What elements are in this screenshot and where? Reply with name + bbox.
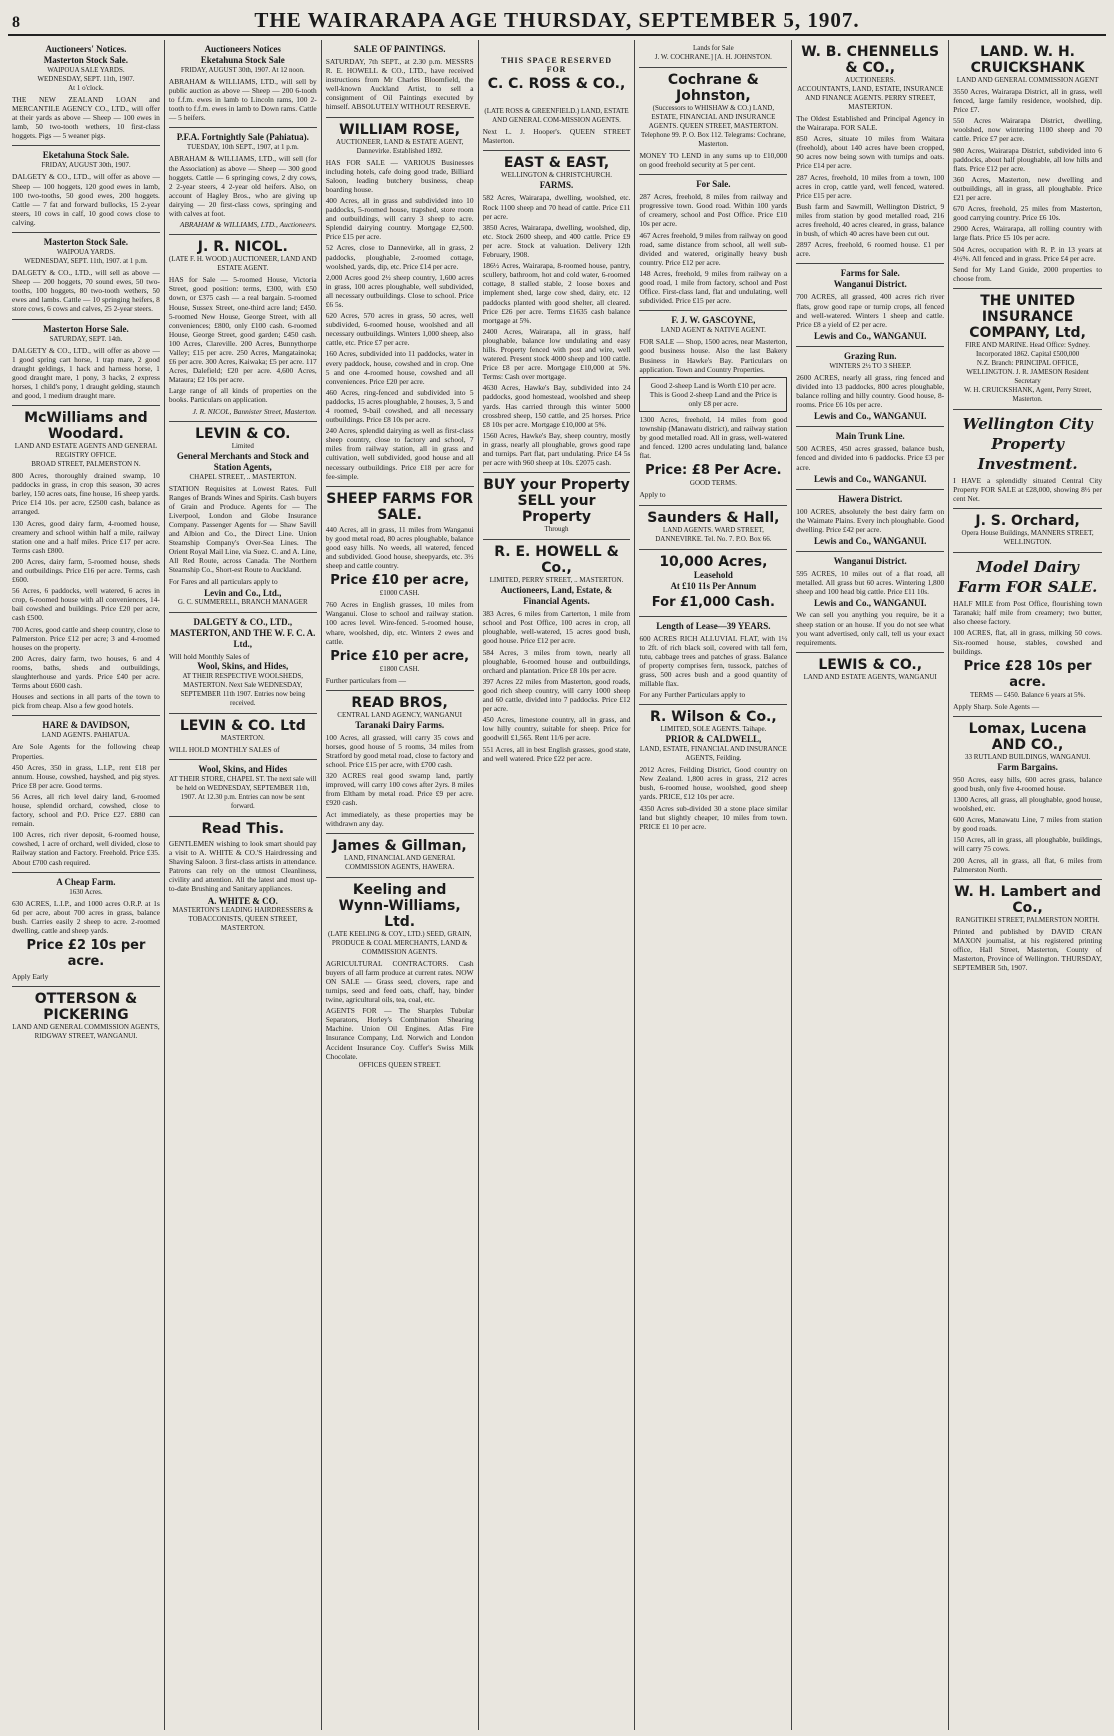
property-listing: 100 Acres, rich river deposit, 6-roomed house, cowshed, 1 acre of orchard, well divided, close to Railway station and Factory. Freehold. Price £35. About £700 cash required. — [12, 830, 160, 867]
advertisement — [326, 487, 474, 691]
agent-name: Lewis and Co., WANGANUI. — [814, 598, 927, 609]
columns — [8, 40, 1106, 1730]
ad-heading: Wool, Skins, and Hides — [198, 763, 288, 774]
ad-subline: TUESDAY, 10th SEPT., 1907, at 1 p.m. — [186, 143, 299, 152]
ad-subline: LAND AGENTS. PAHIATUA. — [41, 731, 130, 740]
ad-title: LEVIN & CO. — [195, 425, 291, 442]
ad-heading: Masterton Stock Sale. — [43, 237, 129, 248]
price-line: Price £10 per acre, — [330, 573, 470, 589]
ad-heading: Grazing Run. — [843, 350, 897, 361]
property-listing: 595 ACRES, 10 miles out of a flat road, all metalled. All grass but 60 acres. Wintering 1,800 sheep and 100 head big cattle. Price £11 10s. — [796, 569, 945, 597]
price-line: Price £2 10s per acre. — [26, 938, 146, 969]
property-listing: 200 Acres, all in grass, all flat, 6 miles from Palmerston North. — [953, 855, 1103, 874]
advertisement — [169, 613, 317, 714]
advertisement — [639, 705, 787, 836]
ad-heading: FARMS. — [539, 180, 574, 191]
reserved-line: C. C. ROSS & CO., — [487, 76, 626, 93]
advertisement — [483, 540, 631, 768]
ad-text: Act immediately, as these properties may be withdrawn any day. — [325, 809, 474, 828]
ad-heading: A Cheap Farm. — [56, 876, 116, 887]
advertisement — [169, 760, 317, 817]
column-4 — [479, 40, 636, 1730]
ad-heading: Wanganui District. — [833, 279, 907, 290]
property-listing: 2897 Acres, freehold, 6 roomed house. £1 per acre. — [796, 240, 945, 259]
ad-subline: Limited — [231, 441, 254, 450]
property-listing: 2900 Acres, Wairarapa, all rolling country with large flats. Price £5 10s per acre. — [953, 224, 1103, 243]
ad-text: ABRAHAM & WILLIAMS, LTD., will sell (for the Association) as above — Sheep — 300 good hoggets. Cattle — 6 springing cows, 2 dry cows, 2 2-year steers, 4 2-year old heifers. Also, on account of Hagley Bros., who are giving up dairying — 20 first-class cows, springing and with calves at foot. — [168, 154, 317, 219]
ad-title: W. B. CHENNELLS & CO., — [801, 44, 940, 76]
ad-subline: (LATE ROSS & GREENFIELD.) LAND, ESTATE AND GENERAL COM-MISSION AGENTS. — [484, 107, 629, 125]
agent-name: Lewis and Co., WANGANUI. — [814, 536, 927, 546]
ad-text: For Fares and all particulars apply to — [168, 576, 278, 586]
ad-text: STATION Requisites at Lowest Rates. Full Ranges of Brands Wines and Spirits. Cash buyers of Grain and Produce. Agents for — The Liverpool, London and Globe Insurance Company. Passenger Agents for — Shaw Savill and Albion and Co., the Direct Line. Union Steamship Company's Over-Sea Lines. The Orient Royal Mail Line, via Suez. C. and A. Line, All Red Route, across Canada. The Northern Steamship Co., Short-est Route to Auckland. — [168, 483, 317, 575]
ad-text: Will hold Monthly Sales of — [168, 651, 250, 661]
ad-title: Saunders & Hall, — [647, 509, 780, 526]
ad-text: Apply Early — [12, 972, 49, 981]
ad-title: Read This. — [201, 820, 285, 837]
advertisement — [796, 40, 944, 264]
ad-subline: (LATE F. H. WOOD.) AUCTIONEER, LAND AND ESTATE AGENT. — [168, 255, 317, 273]
ad-subline: FIRE AND MARINE. Head Office: Sydney. Incorporated 1862. Capital £500,000 — [965, 340, 1090, 358]
property-listing: 670 Acres, freehold, 25 miles from Masterton, good carrying country. Price £6 10s. — [953, 204, 1103, 223]
property-listing: 504 Acres, occupation with R. P. in 13 years at 4½%. All fenced and in grass. Price £4 per acre. — [953, 244, 1103, 263]
ad-heading: At £10 11s Per Annum — [670, 580, 757, 591]
ad-subline: WEDNESDAY, SEPT. 11th, 1907. — [37, 75, 135, 83]
property-listing: 551 Acres, all in best English grasses, good state, and well watered. Price £22 per acre. — [482, 744, 631, 763]
column-6 — [792, 40, 949, 1730]
ad-heading: Wanganui District. — [833, 556, 907, 567]
ad-text: HAS for Sale — 5-roomed House, Victoria Street, good position: terms, £300, with £50 down, or £375 cash — a real bargain. 5-roomed House, Sussex Street, one-third acre land; £450. 5-roomed New House, George Street, with all conveniences; £800, only £100 cash. 6-roomed House, George Street, good garden; £450 cash. 100 Acres, Clareville. 200 Acres, Bunnythorpe Valley; £15 per acre. 250 Acres, Mangatainoka; £6 per acre. 300 Acres, Kaiwaka; £5 per acre. 117 Acres, Dalefield; £20 per acre. 4,600 Acres, Mataura; £2 10s per acre. — [168, 275, 317, 385]
ad-title: LEVIN & CO. Ltd — [179, 717, 306, 734]
property-listing: 240 Acres, splendid dairying as well as first-class sheep country, close to factory and school, 7 miles from railway station, all in grass and cultivation, well subdivided, good house and all necessary outbuildings. Price £18 per acre for fee-simple. — [325, 426, 474, 481]
advertisement — [483, 473, 631, 540]
advertisement — [169, 235, 317, 421]
property-listing: 383 Acres, 6 miles from Carterton, 1 mile from school and Post Office, 100 acres in crop, all ploughable, well-watered, 15 acres good bush, good house. Price £12 per acre. — [482, 609, 631, 646]
property-listing: 287 Acres, freehold, 8 miles from railway and progressive town. Good road. Within 100 yards of creamery, school and Post Office. Price £10 10s per acre. — [639, 192, 788, 229]
ad-subline: TERMS — £450. Balance 6 years at 5%. — [969, 690, 1086, 699]
agent-name: Lewis and Co., WANGANUI. — [814, 411, 927, 422]
property-listing: 400 Acres, all in grass and subdivided into 10 paddocks, 5-roomed house, trapshed, store room and outbuildings, will carry 3 sheep to acre. Splendid dairying country. Mortgage £2,500. Price £15 per acre. — [325, 195, 474, 242]
property-listing: 56 Acres, all rich level dairy land, 6-roomed house, splendid orchard, cowshed, close to factory, school and P.O. Price £27. £880 can remain. — [12, 791, 160, 829]
ad-text: Further particulars from — — [325, 675, 406, 685]
ad-title: R. E. HOWELL & Co., — [494, 544, 619, 577]
ad-heading: F. J. W. GASCOYNE, — [671, 315, 756, 326]
ad-heading: Main Trunk Line. — [835, 431, 905, 442]
ad-subline: LAND AND GENERAL COMMISSION AGENTS, RIDGWAY STREET, WANGANUI. — [12, 1023, 160, 1041]
advertisement — [953, 880, 1102, 977]
column-5 — [635, 40, 792, 1730]
ad-display-title: Model Dairy Farm FOR SALE. — [957, 558, 1098, 597]
ad-heading: Leasehold — [693, 569, 733, 580]
advertisement — [639, 311, 787, 505]
ad-subline: BROAD STREET, PALMERSTON N. — [31, 460, 141, 469]
ad-subline: MASTERTON'S LEADING HAIRDRESSERS & TOBACCONISTS, QUEEN STREET, MASTERTON. — [172, 905, 314, 932]
ad-subline: ACCOUNTANTS, LAND, ESTATE, INSURANCE AND FINANCE AGENTS. PERRY STREET, MASTERTON. — [797, 85, 944, 111]
ad-subline: FRIDAY, AUGUST 30th, 1907. — [41, 161, 131, 170]
property-listing: 700 ACRES, all grassed, 400 acres rich river flats, grow good rape or turnip crops, all fenced and well-watered. Winters 1 sheep and cattle. Price £8 a yield of £2 per acre. — [796, 292, 945, 329]
ad-subline: LAND, ESTATE, FINANCIAL AND INSURANCE AGENTS, Feilding. — [639, 745, 787, 763]
property-listing: 600 Acres, Manawatu Line, 7 miles from station by good roads. — [953, 815, 1103, 834]
section-header: Auctioneers Notices — [204, 44, 281, 54]
ad-subline: £1000 CASH. — [379, 589, 420, 598]
ad-title: LAND. W. H. CRUICKSHANK — [970, 44, 1085, 76]
ad-text: FOR SALE — Shop, 1500 acres, near Masterton, good business house. Also the last Bakery Business in Hawke's Bay. Particulars on application. Town and Country Properties. — [639, 337, 788, 374]
ad-text: Apply to — [639, 490, 666, 500]
property-listing: 200 Acres, dairy farm, two houses, 6 and 4 rooms, baths, sheds and outbuildings, slaughterhouse and yards. Price £40 per acre. Terms about £600 cash. — [12, 653, 160, 691]
advertisement — [483, 40, 631, 151]
ad-heading: Hawera District. — [838, 493, 903, 504]
ad-subline: CENTRAL LAND AGENCY, WANGANUI — [337, 710, 462, 719]
advertisement — [796, 427, 944, 489]
property-listing: 800 Acres, thoroughly drained swamp, 10 paddocks in grass, in crop this season, 30 acres barley, 150 acres oats, fine house, 16 sheep yards. Price £14 10s. per acre, £2500 cash, balance as arranged. — [12, 471, 160, 517]
ad-subline: WINTERS 2½ TO 3 SHEEP. — [829, 361, 912, 370]
ad-heading: Farm Bargains. — [997, 761, 1058, 772]
property-listing: 2012 Acres, Feilding District, Good country on New Zealand. 1,800 acres in grass, 212 acres bush, 6-roomed house, woolshed, good sheep yards. PRICE, £12 10s per acre. — [639, 765, 788, 802]
ad-text: For any Further Particulars apply to — [639, 690, 746, 700]
property-listing: 850 Acres, situate 10 miles from Waitara (freehold), about 140 acres have been cropped, 90 acres now being sown with turnips and oats. Price £14 per acre. — [796, 134, 945, 171]
ad-subline: Lands for Sale — [692, 44, 734, 52]
advertisement — [12, 320, 160, 407]
property-listing: 130 Acres, good dairy farm, 4-roomed house, creamery and school within half a mile, railway station one and a half miles. Price £17 per acre. Terms cash £800. — [12, 518, 160, 555]
ad-subline: WAIPOUA YARDS. — [56, 248, 115, 257]
ad-subline: CHAPEL STREET, .. MASTERTON. — [189, 472, 297, 481]
ad-subline: LIMITED, SOLE AGENTS. Taihape. — [660, 725, 767, 734]
property-listing: 440 Acres, all in grass, 11 miles from Wanganui by good metal road, 80 acres ploughable, balance good easy hills. No weeds, all watered, fenced and subdivided. Good house, sheepyards, etc. 3½ sheep and cattle country. — [325, 524, 474, 571]
property-listing: 760 Acres in English grasses, 10 miles from Wanganui. Close to school and railway station. 100 acres level. Wire-fenced. 5-roomed house, whare, woolshed, dip, etc. Winters 2 ewes and cattle. — [325, 600, 474, 646]
advertisement — [326, 691, 474, 834]
property-listing: 1560 Acres, Hawke's Bay, sheep country, mostly in grass, nearly all ploughable, grows good rape and turnips. Part flat, part undulating. Price £4 5s per acre with 960 sheep at 10s. £2075 cash. — [482, 430, 631, 468]
property-listing: 950 Acres, easy hills, 600 acres grass, balance good bush, only five 4-roomed house. — [953, 774, 1103, 793]
ad-heading: Length of Lease—39 YEARS. — [656, 620, 771, 631]
column-3 — [322, 40, 479, 1730]
ad-subline: LIMITED, PERRY STREET, .. MASTERTON. — [489, 576, 624, 585]
ad-heading: Eketahuna Stock Sale — [200, 55, 285, 65]
advertisement — [326, 40, 474, 118]
agent-name: A. WHITE & CO. — [207, 895, 278, 906]
ad-subline: G. C. SUMMERELL, BRANCH MANAGER — [177, 597, 308, 606]
ad-subline: AUCTIONEER, LAND & ESTATE AGENT, Dannevirke. Established 1892. — [335, 137, 464, 155]
reserved-line: THIS SPACE RESERVED — [500, 56, 613, 65]
property-listing: 630 ACRES, L.I.P., and 1000 acres O.R.P. at 1s 6d per acre, about 700 acres in grass, balance bush. Carries easily 2 sheep to acre. 2-roomed dwelling, cattle and sheep yards. — [12, 898, 160, 935]
advertisement — [639, 550, 787, 617]
property-listing: 550 Acres Wairarapa District, dwelling, woolshed, now wintering 1100 sheep and 70 cattle. Price £7 per acre. — [953, 116, 1103, 144]
property-listing: 56 Acres, 6 paddocks, well watered, 6 acres in crop, 6-roomed house with all conveniences, 14-bail cowshed and buildings. Price £20 per acre, cash £500. — [12, 586, 160, 623]
property-listing: 100 ACRES, absolutely the best dairy farm on the Waimate Plains. Every inch ploughable. Good dwelling. Price £42 per acre. — [796, 506, 945, 534]
boxed-notice: Good 2-sheep Land is Worth £10 per acre. This is Good 2-sheep Land and the Price is only £8 per acre. — [639, 377, 787, 412]
ad-subline: WEDNESDAY, SEPT. 11th, 1907. at 1 p.m. — [24, 257, 148, 266]
reserved-space — [483, 44, 631, 107]
reserved-line: FOR — [546, 65, 567, 75]
ad-title: J. R. NICOL. — [197, 239, 288, 256]
advertisement — [796, 264, 944, 346]
ad-signature: J. R. NICOL, Bannister Street, Masterton. — [192, 406, 317, 416]
advertisement — [953, 553, 1102, 717]
property-listing: 582 Acres, Wairarapa, dwelling, woolshed, etc. Rock 1100 sheep and 70 head of cattle. Price £11 per acre. — [482, 193, 631, 221]
price-line: Price £28 10s per acre. — [963, 658, 1092, 690]
ad-heading: For Sale. — [696, 179, 731, 190]
ad-title: McWilliams and Woodard. — [24, 410, 148, 443]
ad-text: Apply Sharp. Sole Agents — — [953, 701, 1040, 711]
ad-title: WILLIAM ROSE, — [339, 121, 461, 138]
ad-text: GENTLEMEN wishing to look smart should pay a visit to A. WHITE & CO.'S Hairdressing and Shaving Saloon. 3 first-class artists in attendance. Patrons can rely on the utmost Cleanliness, civility and attention. All the latest and most up-to-date Brushing and Sanitary appliances. — [168, 838, 317, 894]
ad-subline: LAND AND ESTATE AGENTS AND GENERAL REGISTRY OFFICE. — [14, 442, 158, 460]
property-listing: 397 Acres 22 miles from Masterton, good roads, good rich sheep country, will carry 1000 sheep and 60 cattle, divided into 7 paddocks. Price £12 per acre. — [482, 676, 631, 714]
ad-title: J. S. Orchard, — [975, 513, 1080, 530]
ad-subline: J. W. COCHRANE.] [A. H. JOHNSTON. — [654, 53, 772, 61]
column-2 — [165, 40, 322, 1730]
ad-text: AGRICULTURAL CONTRACTORS. Cash buyers of all farm produce at current rates. NOW ON SALE — Grass seed, clovers, rape and turnips, seed and feed oats, chaff, hay, binder twine, agricultural oils, tea, coal, etc. — [325, 958, 474, 1005]
price-line: For £1,000 Cash. — [651, 594, 775, 610]
property-listing: 980 Acres, Wairarapa District, subdivided into 6 paddocks, about half ploughable, all low hills and flats. Price £12 per acre. — [953, 145, 1103, 173]
advertisement — [12, 233, 160, 319]
agent-name: Levin and Co., Ltd., — [204, 587, 282, 598]
ad-title: SHEEP FARMS FOR SALE. — [326, 490, 474, 523]
ad-text: Houses and sections in all parts of the town to pick from cheap. Also a few good hotels. — [12, 692, 160, 711]
ad-text: DALGETY & CO., LTD., will offer as above — Sheep — 100 hoggets, 120 good ewes in lamb, 100 two-tooths, 50 good ewes, 200 hoggets. Cattle — 7 fat and forward bullocks, 15 2-year steers, 10 cows in calf, 10 good cows close to calving. — [12, 172, 160, 227]
ad-subline: RANGITIKEI STREET, PALMERSTON NORTH. — [955, 915, 1100, 924]
property-listing: 2400 Acres, Wairarapa, all in grass, half ploughable, balance low undulating and easy hills. Property fenced with post and wire, well watered. Present stock 4000 sheep and 100 cattle. Price £8 per acre. Mortgage £10,000 at 5%. Terms: Cash over mortgage. — [482, 326, 631, 382]
advertisement — [169, 714, 317, 760]
ad-subline: LAND, FINANCIAL AND GENERAL COMMISSION AGENTS, HAWERA. — [343, 853, 456, 871]
ad-heading: Auctioneers, Land, Estate, & Financial Agents. — [500, 585, 613, 607]
ad-subline: AT THEIR STORE, CHAPEL ST. The next sale will be held on WEDNESDAY, SEPTEMBER 11th, 1907. At 12.30 p.m. Entries can now be sent forward. — [168, 774, 317, 810]
ad-text: Bush farm and Sawmill, Wellington District, 9 miles from station by good metalled road, 216 acres freehold, 40 acres cleared, in grass, balance in bush, of which 40 acres have been cut out. — [796, 201, 945, 239]
advertisement — [639, 40, 787, 68]
advertisement — [953, 717, 1102, 880]
newspaper-title: THE WAIRARAPA AGE THURSDAY, SEPTEMBER 5, 1907. — [254, 8, 860, 32]
ad-text: HAS FOR SALE — VARIOUS Businesses including hotels, cafe doing good trade, Billiard Saloon, leading butchery business, cheap boarding house. — [325, 157, 474, 194]
property-listing: 584 Acres, 3 miles from town, nearly all ploughable, 6-roomed house and outbuildings, orchard and plantation. Price £8 10s per acre. — [482, 647, 631, 675]
property-listing: 3550 Acres, Wairarapa District, all in grass, well fenced, large family residence, woolshed, dip. Price £7. — [953, 87, 1103, 115]
ad-subline: (Successors to WHISHAW & CO.) LAND, ESTATE, FINANCIAL AND INSURANCE AGENTS. QUEEN STREET, MASTERTON. Telephone 99. P. O. Box 112. Telegrams: Cochrane, Masterton. — [640, 104, 786, 148]
advertisement — [326, 834, 474, 878]
ad-title: THE UNITED INSURANCE COMPANY, Ltd, — [969, 292, 1086, 341]
ad-title: READ BROS, — [351, 694, 448, 711]
property-listing: 3850 Acres, Wairarapa, dwelling, woolshed, dip, etc. Stock 2600 sheep, and 400 cattle. Price £9 per acre. Stock at valuation. Delivery 12th February, 1908. — [482, 222, 631, 260]
ad-text: WILL HOLD MONTHLY SALES of — [168, 744, 280, 754]
ad-heading: General Merchants and Stock and Station Agents, — [176, 450, 309, 472]
ad-text: Large range of all kinds of properties on the books. Particulars on application. — [168, 386, 317, 405]
ad-text: THE NEW ZEALAND LOAN and MERCANTILE AGENCY CO., LTD., will offer at their yards as above — Sheep — 100 ewes in lamb, 50 two-tooth wethers, 10 first-class hoggets. Pigs — 5 weaner pigs. — [12, 95, 160, 141]
ad-heading: Farms for Sale. — [840, 268, 900, 279]
ad-text: ABRAHAM & WILLIAMS, LTD., will sell by public auction as above — Sheep — 200 6-tooth to f.f.m. ewes in lamb to Lincoln rams, 100 2-tooth to f.f.m. ewes in lamb to Down rams. Cattle — 5 heifers. — [168, 77, 317, 123]
advertisement — [12, 987, 160, 1046]
advertisement — [796, 552, 944, 653]
ad-text: SATURDAY, 7th SEPT., at 2.30 p.m. MESSRS R. E. HOWELL & CO., LTD., have received instructions from Mr Charles Bloomfield, the well-known Auckland Artist, to sell a consignment of Oil Paintings executed by himself. ABSOLUTELY WITHOUT RESERVE. — [325, 57, 474, 112]
advertisement — [796, 653, 944, 687]
ad-title: James & Gillman, — [332, 837, 467, 854]
advertisement — [326, 118, 474, 487]
agent-name: Lewis and Co., WANGANUI. — [814, 330, 927, 341]
ad-heading: Taranaki Dairy Farms. — [355, 719, 445, 730]
ad-heading: DALGETY & CO., LTD., MASTERTON, AND THE W. F. C. A. Ltd., — [170, 616, 316, 649]
advertisement — [796, 347, 944, 427]
advertisement — [953, 509, 1102, 553]
ad-title: LEWIS & CO., — [818, 656, 923, 673]
property-listing: 460 Acres, ring-fenced and subdivided into 5 paddocks, 15 acres ploughable, 2 houses, 3, 5 and 4 roomed, 9-bail cowshed, and all necessary outbuildings. Price £8 10s per acre. — [325, 387, 474, 425]
advertisement — [639, 175, 787, 311]
advertisement — [639, 617, 787, 706]
advertisement — [796, 490, 944, 552]
ad-heading: SALE OF PAINTINGS. — [353, 44, 446, 54]
advertisement — [953, 410, 1102, 509]
property-listing: 4630 Acres, Hawke's Bay, subdivided into 24 paddocks, good homestead, woolshed and sheep yards. Has carried through this winter 5000 crossbred sheep, 150 cattle, and 25 horses. Price £8 10s per acre. Mortgage £10,000 at 5%. — [482, 383, 631, 429]
property-listing: 200 Acres, dairy farm, 5-roomed house, sheds and outbuildings. Price £16 per acre. Terms, cash £600. — [12, 556, 160, 585]
ad-subline: 1630 Acres. — [69, 887, 103, 896]
advertisement — [169, 128, 317, 235]
ad-title: Keeling and Wynn-Williams, Ltd. — [338, 881, 461, 930]
ad-subline: AT THEIR RESPECTIVE WOOLSHEDS, MASTERTON. Next Sale WEDNESDAY, SEPTEMBER 11th 1907. Entries now being received. — [180, 671, 306, 707]
property-listing: 500 ACRES, 450 acres grassed, balance bush, fenced and divided into 6 paddocks. Price £3 per acre. — [796, 444, 945, 472]
property-listing: 320 ACRES real good swamp land, partly improved, will carry 100 cows after 2yrs. 8 miles from Eltham by metal road. Price £9 per acre. £920 cash. — [325, 771, 474, 808]
ad-subline: FRIDAY, AUGUST 30th, 1907. At 12 noon. — [180, 66, 305, 74]
advertisement — [953, 40, 1102, 289]
property-listing: 2600 ACRES, nearly all grass, ring fenced and divided into 13 paddocks, 800 acres ploughable, balance rolling and hilly country. Good house, 8-rooms. Price £6 10s per acre. — [796, 372, 945, 410]
property-listing: 160 Acres, subdivided into 11 paddocks, water in every paddock, house, cowshed and in crop. One 5 and one 4-roomed house, cowshed and all conveniences. Price £20 per acre. — [325, 349, 474, 386]
ad-title: Cochrane & Johnston, — [667, 72, 759, 104]
ad-title: BUY your Property SELL your Property — [483, 477, 630, 526]
property-listing: 620 Acres, 570 acres in grass, 50 acres, well subdivided, 6-roomed house, woolshed and all necessary outbuildings. Winters 1,000 sheep, also cattle, etc. Price £7 per acre. — [325, 311, 474, 348]
advertisement — [483, 151, 631, 473]
ad-text: Printed and published by DAVID CRAN MAXON journalist, at his registered printing office, Hall Street, Masterton, County of Masterton, Province of Wellington. THURSDAY, SEPTEMBER 5th, 1907. — [953, 926, 1103, 973]
ad-text: Are Sole Agents for the following cheap Properties. — [12, 742, 160, 761]
ad-heading: P.F.A. Fortnightly Sale (Pahiatua). — [176, 132, 309, 143]
ad-title: R. Wilson & Co., — [650, 709, 777, 726]
ad-text: Send for My Land Guide, 2000 properties to choose from. — [953, 264, 1103, 283]
ad-subline: OFFICES QUEEN STREET. — [358, 1060, 441, 1069]
price-line: Price: £8 Per Acre. — [645, 463, 782, 479]
column-7 — [949, 40, 1106, 1730]
property-listing: 100 Acres, all grassed, will carry 35 cows and horses, good house of 5 rooms, 34 miles from Stratford by good metal road, close to factory and school. Price £15 per acre, with £700 cash. — [325, 732, 474, 770]
ad-heading: PRIOR & CALDWELL, — [665, 734, 762, 745]
advertisement — [639, 506, 787, 550]
ad-text: The Oldest Established and Principal Agency in the Wairarapa. FOR SALE. — [796, 114, 945, 133]
ad-subline: WELLINGTON & CHRISTCHURCH. — [501, 171, 612, 180]
advertisement — [12, 873, 160, 987]
ad-display-title: Wellington City Property Investment. — [962, 414, 1093, 473]
property-listing: 600 ACRES RICH ALLUVIAL FLAT, with 1¼ to 2ft. of rich black soil, covered with tall fern, tutu, cabbage trees and patches of grass. Balance of property comprises fern, tussock, patches of grass, 500 acres bush and a good quantity of millable flax. — [639, 633, 788, 688]
agent-name: Lewis and Co., WANGANUI. — [814, 473, 927, 484]
ad-signature: ABRAHAM & WILLIAMS, LTD., Auctioneers. — [179, 220, 317, 230]
ad-subline: £1800 CASH. — [379, 664, 420, 673]
property-listing: 4350 Acres sub-divided 30 a stone place similar land but slightly cheaper, 10 miles from town. PRICE £1 10 per acre. — [639, 803, 788, 831]
advertisement — [169, 817, 317, 938]
advertisement — [953, 289, 1102, 410]
ad-title: W. H. Lambert and Co., — [954, 883, 1101, 916]
advertisement — [12, 406, 160, 716]
property-listing: 700 Acres, good cattle and sheep country, close to Palmerston. Price £12 per acre; 3 and 4-roomed houses on the property. — [12, 624, 160, 652]
ad-subline: LAND AGENTS. WARD STREET, DANNEVIRKE. Tel. No. 7. P.O. Box 66. — [655, 525, 772, 543]
advertisement — [12, 716, 160, 872]
ad-subline: LAND AND ESTATE AGENTS, WANGANUI — [803, 672, 937, 681]
ad-heading: HARE & DAVIDSON, — [42, 720, 130, 731]
page-number: 8 — [12, 14, 20, 31]
ad-subline: W. H. CRUICKSHANK, Agent, Perry Street, Masterton. — [963, 385, 1092, 403]
ad-subline: N.Z. Branch: PRINCIPAL OFFICE, WELLINGTON. J. R. JAMESON Resident Secretary — [966, 358, 1089, 385]
ad-subline: MASTERTON. — [220, 733, 265, 742]
ad-subline: (LATE KEELING & COY., LTD.) SEED, GRAIN, PRODUCE & COAL MERCHANTS, LAND & COMMISSION AGENTS. — [328, 929, 472, 956]
ad-text: DALGETY & CO., LTD., will sell as above — Sheep — 200 hoggets, 70 sound ewes, 50 two-tooths, 100 hoggets, 80 two-tooth wethers, 50 ewes and lambs. Cattle — 10 springing heifers, 8 store cows, 6 cows and calves, 25 2-year steers. — [12, 268, 160, 314]
ad-subline: Opera House Buildings, MANNERS STREET, WELLINGTON. — [961, 529, 1094, 547]
ad-subline: Through — [544, 525, 569, 534]
section-header: Auctioneers' Notices. — [45, 44, 127, 54]
advertisement — [12, 40, 160, 146]
property-listing: 2,000 Acres good 2½ sheep country, 1,600 acres in grass, 100 acres ploughable, well subdivided, all necessary outbuildings. Close to school. Price £6 5s. — [325, 272, 474, 309]
property-listing: 360 Acres, Masterton, new dwelling and outbuildings, all in grass, all ploughable. Price £21 per acre. — [953, 174, 1103, 203]
masthead — [8, 6, 1106, 36]
ad-subline: LAND AND GENERAL COMMISSION AGENT — [956, 76, 1099, 84]
ad-subline: WAIPOUA SALE YARDS. — [47, 66, 125, 74]
property-listing: 148 Acres, freehold, 9 miles from railway on a good road, 1 mile from factory, school and Post Office. First-class land, flat and undulating, well subdivided. Price £15 per acre. — [639, 268, 788, 306]
ad-subline: 33 RUTLAND BUILDINGS, WANGANUI. — [964, 752, 1091, 761]
ad-title: EAST & EAST, — [503, 155, 610, 172]
ad-subline: SATURDAY, SEPT. 14th. — [49, 334, 123, 343]
property-listing: 52 Acres, close to Dannevirke, all in grass, 2 paddocks, ploughable, 2-roomed cottage, woolshed, yards, dip, etc. Price £14 per acre. — [325, 243, 474, 271]
ad-title: OTTERSON & PICKERING — [34, 991, 138, 1024]
ad-title: 10,000 Acres, — [659, 553, 768, 570]
property-listing: 150 Acres, all in grass, all ploughable, buildings, will carry 75 cows. — [953, 835, 1103, 854]
property-listing: 467 Acres freehold, 9 miles from railway on good road, same distance from school, all well sub-divided and watered, originally heavy bush country. Price £12 per acre. — [639, 230, 788, 267]
column-1 — [8, 40, 165, 1730]
property-listing: 186½ Acres, Wairarapa, 8-roomed house, pantry, scullery, bathroom, hot and cold water, 6-roomed cottage, 8 stalled stable, 2 loose boxes and implement shed, large cow shed, dairy, etc. 12 paddocks planted with good shelter, all cleared. Price £26 per acre. Terms £1635 cash balance mortgage at 5%. — [482, 261, 631, 325]
ad-heading: Masterton Horse Sale. — [43, 323, 129, 334]
advertisement — [639, 68, 787, 175]
advertisement — [326, 878, 474, 1075]
property-listing: 100 ACRES, flat, all in grass, milking 50 cows. Six-roomed house, stables, cowshed and buildings. — [953, 628, 1103, 656]
ad-text: We can sell you anything you require, be it a sheep station or an house. If you do not see what you want advertised, only call, tell us your exact requirements. — [796, 610, 945, 647]
advertisement — [12, 146, 160, 233]
property-listing: 1300 Acres, all grass, all ploughable, good house, woolshed, etc. — [953, 795, 1103, 814]
ad-title: Lomax, Lucena AND CO., — [968, 720, 1087, 753]
ad-text: DALGETY & CO., LTD., will offer as above — 1 good spring cart horse, 1 trap mare, 2 good draught geldings, 1 hack and harness horse, 1 good draught mare, 1 pony, 3 hacks, 2 express horses, 1 child's pony, 1 draught gelding, staunch and good, 1 medium draught mare. — [12, 345, 160, 400]
ad-text: MONEY TO LEND in any sums up to £10,000 on good freehold security at 5 per cent. — [639, 151, 788, 170]
property-listing: 287 Acres, freehold, 10 miles from a town, 100 acres in crop, cattle yard, well fenced, watered. Price £15 per acre. — [796, 172, 945, 200]
ad-subline: LAND AGENT & NATIVE AGENT. — [660, 326, 766, 335]
ad-subline: At 1 o'clock. — [68, 84, 104, 92]
price-line: Price £10 per acre, — [330, 648, 470, 664]
ad-text: AGENTS FOR — The Sharples Tubular Separators, Horley's Combination Shearing Machine. Union Oil Engines. Atlas Fire Insurance Company, Ltd. Norwich and London Accident Insurance Coy. Cuffer's Swiss Milk Chocolate. — [325, 1006, 474, 1061]
ad-text: HALF MILE from Post Office, flourishing town Taranaki; half mile from creamery; two butter, also cheese factory. — [953, 599, 1103, 627]
ad-subline: AUCTIONEERS. — [845, 76, 896, 84]
property-listing: 1300 Acres, freehold, 14 miles from good township (Manawatu district), and railway station by good metalled road. All in grass, well-watered and fenced. 1200 acres undulating land, balance flat. — [639, 414, 788, 461]
property-listing: 450 Acres, 350 in grass, L.I.P., rent £18 per annum. House, cowshed, hayshed, and pig styes. Price £8 per acre. Good terms. — [12, 762, 160, 790]
property-listing: 450 Acres, limestone country, all in grass, and low hilly country, suitable for sheep. Price for goodwill £1,565. Rent 11/6 per acre. — [482, 715, 631, 743]
ad-heading: Masterton Stock Sale. — [43, 55, 129, 65]
ad-heading: Eketahuna Stock Sale. — [42, 150, 130, 161]
advertisement — [169, 422, 317, 613]
ad-heading: Wool, Skins, and Hides, — [197, 660, 289, 671]
advertisement — [169, 40, 317, 128]
ad-text: Next L. J. Hooper's. QUEEN STREET Masterton. — [482, 127, 631, 146]
ad-text: I HAVE a splendidly situated Central City Property FOR SALE at £28,000, showing 8½ per cent Net. — [953, 475, 1103, 504]
ad-subline: GOOD TERMS. — [689, 479, 737, 488]
